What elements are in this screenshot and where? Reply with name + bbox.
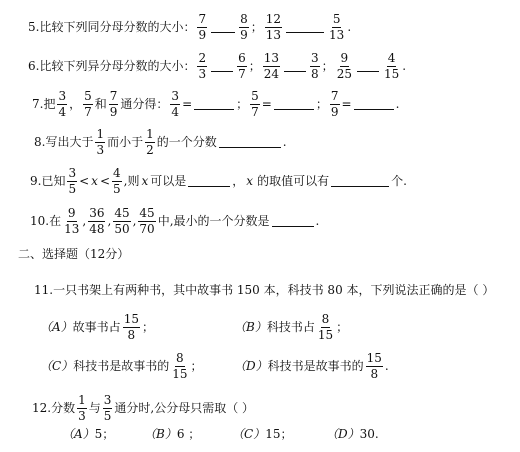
question-8 — [34, 128, 287, 156]
q12-and: 与 — [88, 401, 101, 416]
q7-blank-2[interactable] — [274, 99, 314, 110]
q5-end: . — [347, 20, 352, 35]
q12-option-a-letter: （A） — [62, 427, 95, 441]
q6-blank-2[interactable] — [284, 61, 306, 72]
q11-option-d-frac: $\frac{15}{8}$ — [366, 351, 382, 381]
q11-option-b-letter: （B） — [234, 320, 267, 335]
q10-frac-2: $\frac{36}{48}$ — [89, 206, 105, 236]
q10-text-2: 中,最小的一个分数是 — [157, 214, 270, 229]
q7-blank-3[interactable] — [354, 99, 394, 110]
q12-option-a[interactable] — [62, 428, 114, 440]
q12-option-c-letter: （C） — [232, 427, 266, 441]
q10-comma-3: , — [132, 214, 137, 229]
q9-lt-2: < — [99, 174, 110, 189]
q7-frac-3: $\frac{7}{9}$ — [109, 89, 118, 119]
q12-option-c-value: 15； — [265, 427, 293, 441]
q10-comma-2: , — [107, 214, 112, 229]
q6-blank-3[interactable] — [357, 61, 379, 72]
q9-lt-1: < — [79, 174, 90, 189]
q7-blank-1[interactable] — [194, 99, 234, 110]
q10-end: . — [315, 214, 320, 229]
q6-blank-1[interactable] — [211, 61, 233, 72]
q9-var-x-3: x — [246, 174, 254, 189]
q6-end: . — [402, 59, 407, 74]
q11-option-a[interactable] — [40, 313, 154, 341]
q6-frac-1b: $\frac{6}{7}$ — [238, 51, 246, 81]
q10-frac-4: $\frac{45}{70}$ — [139, 206, 155, 236]
q9-var-x-1: x — [91, 174, 98, 189]
q6-frac-3b: $\frac{4}{15}$ — [383, 51, 400, 81]
q6-frac-2a: $\frac{13}{24}$ — [263, 51, 280, 81]
q11-option-d[interactable] — [234, 352, 389, 380]
q11-option-a-frac: $\frac{15}{8}$ — [123, 312, 139, 342]
q6-label: 6.比较下列异分母分数的大小： — [28, 59, 196, 74]
q7-sep-1: ； — [236, 97, 249, 112]
q11-option-a-end: ； — [141, 320, 154, 335]
q12-option-d-value: 30. — [359, 427, 379, 441]
q11-option-b-frac: $\frac{8}{15}$ — [317, 312, 334, 342]
q12-option-d[interactable] — [326, 428, 379, 440]
q11-option-d-text: 科技书是故事书的 — [267, 359, 364, 374]
q5-frac-1a: $\frac{7}{9}$ — [198, 12, 207, 42]
q11-option-c-frac: $\frac{8}{15}$ — [172, 351, 188, 381]
question-11 — [34, 284, 494, 296]
q5-sep: ； — [250, 20, 263, 35]
q11-option-b-text: 科技书占 — [266, 320, 315, 335]
q9-text-3: 可以是 — [150, 174, 187, 189]
q10-text-1: 10.在 — [30, 214, 62, 229]
q5-blank-2[interactable] — [286, 22, 324, 33]
q7-eq-1: = — [182, 97, 193, 112]
q8-end: . — [282, 135, 287, 150]
q7-mid: 通分得： — [120, 97, 169, 112]
q9-frac-1: $\frac{3}{5}$ — [68, 166, 77, 196]
q12-option-a-value: 5； — [94, 427, 115, 441]
q12-option-c[interactable] — [232, 428, 292, 440]
section-2-title — [18, 248, 129, 260]
section-title: 二、选择题（12分） — [18, 247, 130, 261]
q12-option-b-value: 6 ； — [176, 427, 201, 441]
q7-eq-3: = — [341, 97, 352, 112]
q5-frac-2a: $\frac{12}{13}$ — [265, 12, 282, 42]
q6-frac-1a: $\frac{2}{3}$ — [198, 51, 207, 81]
q7-sep-2: ； — [315, 97, 328, 112]
q12-option-b[interactable] — [144, 428, 200, 440]
q8-frac-1: $\frac{1}{3}$ — [96, 127, 105, 157]
q9-blank-2[interactable] — [331, 176, 389, 187]
q5-label: 5.比较下列同分母分数的大小： — [28, 20, 196, 35]
q10-blank[interactable] — [272, 216, 314, 227]
q6-sep-1: ； — [248, 59, 261, 74]
q7-end: . — [395, 97, 400, 112]
q9-text-4: ， — [232, 174, 245, 189]
q9-text-2: ,则 — [123, 174, 140, 189]
q5-frac-2b: $\frac{5}{13}$ — [329, 12, 345, 42]
q11-option-c-text: 科技书是故事书的 — [73, 359, 170, 374]
q8-text-1: 8.写出大于 — [34, 135, 94, 150]
q12-text-2: 通分时,公分母只需取（ ） — [114, 401, 255, 416]
q9-blank-1[interactable] — [188, 176, 230, 187]
q12-option-b-letter: （B） — [144, 427, 177, 441]
q9-text-5: 的取值可以有 — [257, 174, 330, 189]
q12-frac-1: $\frac{1}{3}$ — [78, 393, 86, 423]
q11-option-c-letter: （C） — [40, 359, 74, 374]
question-9 — [30, 167, 407, 195]
q6-frac-3a: $\frac{9}{25}$ — [336, 51, 352, 81]
q7-prefix: 7.把 — [32, 97, 56, 112]
question-6 — [28, 52, 406, 80]
q7-eq-2: = — [261, 97, 272, 112]
q9-text-1: 9.已知 — [30, 174, 66, 189]
q7-comma: ， — [69, 97, 82, 112]
q8-text-3: 的一个分数 — [156, 135, 217, 150]
q5-blank-1[interactable] — [211, 22, 235, 33]
q8-text-2: 而小于 — [107, 135, 144, 150]
question-10 — [30, 207, 319, 235]
q10-frac-1: $\frac{9}{13}$ — [64, 206, 80, 236]
q7-frac-2: $\frac{5}{7}$ — [84, 89, 92, 119]
q11-stem: 11.一只书架上有两种书，其中故事书 150 本，科技书 80 本，下列说法正确的是（ ） — [34, 283, 495, 297]
q11-option-a-text: 故事书占 — [72, 320, 121, 335]
q11-option-c-end: ； — [190, 359, 203, 374]
q12-text-1: 12.分数 — [32, 401, 76, 416]
question-12 — [32, 394, 254, 422]
q6-frac-2b: $\frac{3}{8}$ — [311, 51, 319, 81]
q8-blank[interactable] — [219, 137, 281, 148]
q9-frac-2: $\frac{4}{5}$ — [113, 166, 121, 196]
q10-comma-1: , — [82, 214, 87, 229]
q11-option-b[interactable] — [234, 313, 348, 341]
q10-frac-3: $\frac{45}{50}$ — [114, 206, 130, 236]
q7-frac-6: $\frac{7}{9}$ — [330, 89, 339, 119]
q7-frac-1: $\frac{3}{4}$ — [58, 89, 67, 119]
q9-text-6: 个. — [391, 174, 407, 189]
q12-option-d-letter: （D） — [326, 427, 360, 441]
q6-sep-2: ； — [321, 59, 334, 74]
q11-option-c[interactable] — [40, 352, 203, 380]
q5-frac-1b: $\frac{8}{9}$ — [240, 12, 248, 42]
q7-frac-5: $\frac{5}{7}$ — [251, 89, 259, 119]
q7-frac-4: $\frac{3}{4}$ — [171, 89, 180, 119]
q9-var-x-2: x — [141, 174, 149, 189]
q8-frac-2: $\frac{1}{2}$ — [146, 127, 154, 157]
q12-frac-2: $\frac{3}{5}$ — [103, 393, 112, 423]
q11-option-a-letter: （A） — [40, 320, 73, 335]
question-5 — [28, 13, 351, 41]
question-7 — [32, 90, 399, 118]
q7-and: 和 — [94, 97, 107, 112]
q11-option-d-letter: （D） — [234, 359, 268, 374]
q11-option-d-end: . — [384, 359, 389, 374]
q11-option-b-end: ； — [336, 320, 349, 335]
